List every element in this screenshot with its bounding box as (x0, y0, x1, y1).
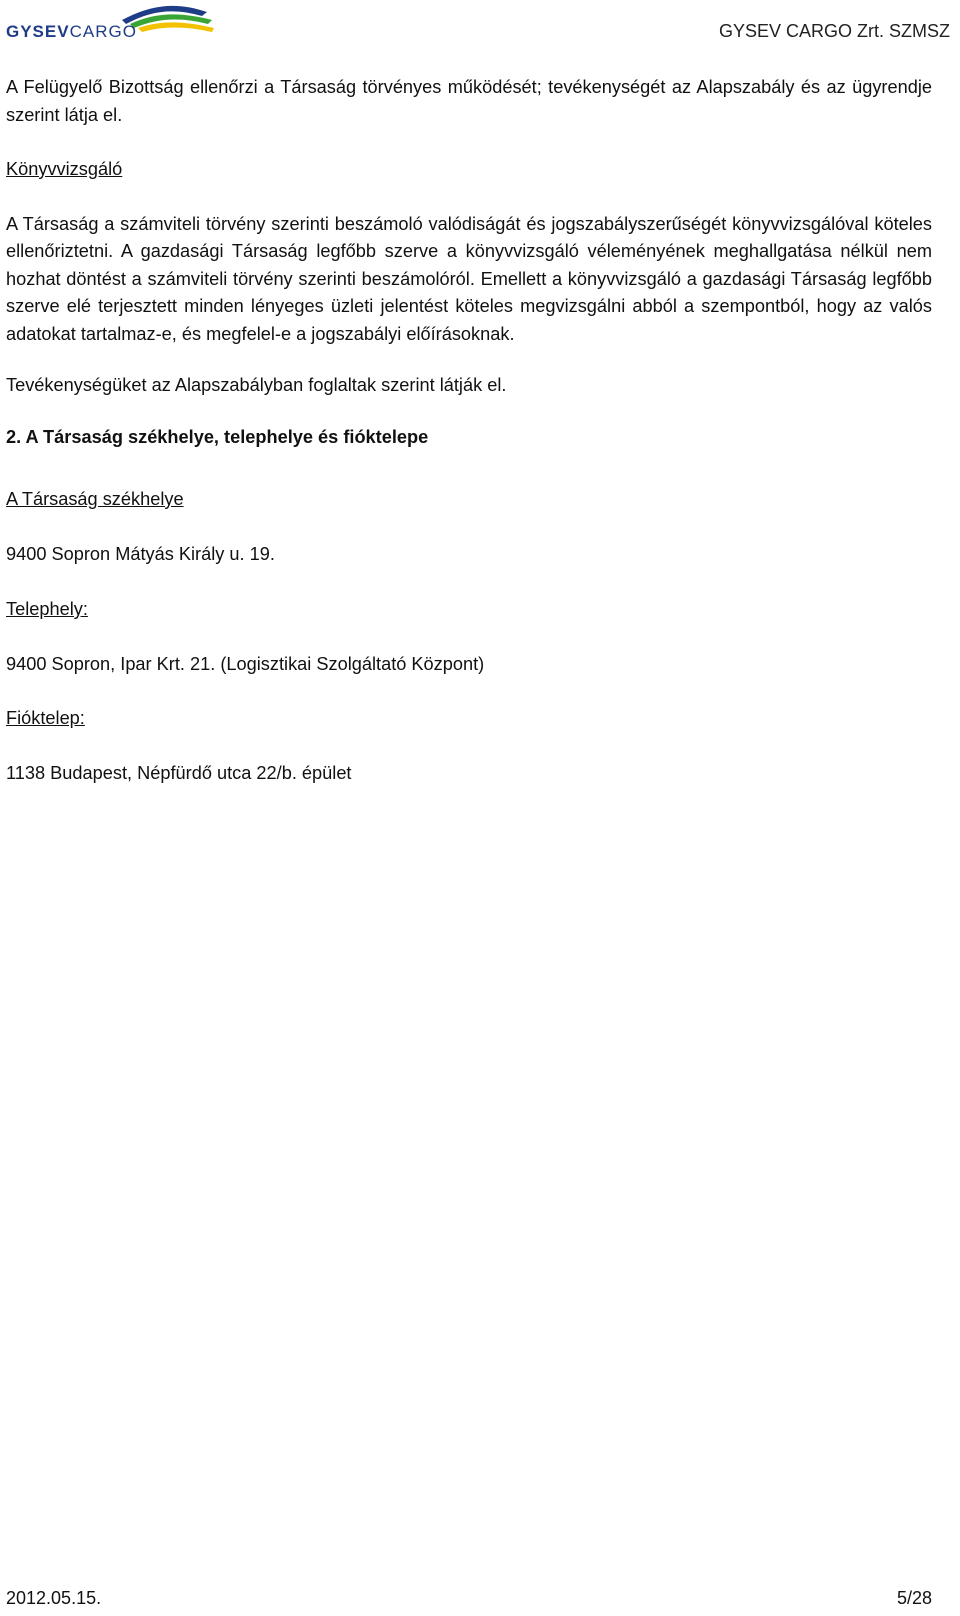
page-header (0, 0, 960, 50)
branch-heading: Fióktelep: (6, 708, 85, 728)
document-title: GYSEV CARGO Zrt. SZMSZ (718, 21, 950, 41)
auditor-paragraph: A Társaság a számviteli törvény szerinti beszámoló valódiságát és jogszabályszerűségét könyvvizsgálóval köteles ellenőriztetni. A gazdasági Társaság legfőbb szerve a könyvvizsgáló véleményének meghallgatása nélkül nem hozhat döntést a számviteli törvény szerinti beszámolóról. Emellett a könyvvizsgáló a gazdasági Társaság legfőbb szerve elé terjesztett minden lényeges üzleti jelentést köteles megvizsgálni abból a szempontból, hogy az valós adatokat tartalmaz-e, és megfelel-e a jogszabályi előírásoknak. (6, 213, 932, 344)
gysev-cargo-logo (2, 0, 220, 44)
site-address: 9400 Sopron, Ipar Krt. 21. (Logisztikai Szolgáltató Központ) (6, 653, 485, 674)
site-heading: Telephely: (6, 599, 88, 619)
activity-paragraph: Tevékenységüket az Alapszabályban foglaltak szerint látják el. (6, 375, 507, 395)
auditor-heading: Könyvvizsgáló (6, 159, 123, 179)
footer-date: 2012.05.15. (6, 1588, 102, 1608)
seat-heading: A Társaság székhelye (6, 489, 184, 509)
seat-address: 9400 Sopron Mátyás Király u. 19. (6, 543, 275, 564)
page-content (6, 74, 932, 787)
page-footer (6, 1588, 932, 1609)
branch-address: 1138 Budapest, Népfürdő utca 22/b. épület (6, 762, 352, 783)
supervisory-board-paragraph: A Felügyelő Bizottság ellenőrzi a Társaság törvényes működését; tevékenységét az Alapszabály és az ügyrendje szerint látja el. (6, 77, 932, 125)
page-number: 5/28 (896, 1588, 932, 1608)
section-2-heading: 2. A Társaság székhelye, telephelye és fióktelepe (6, 426, 429, 447)
logo-wordmark: GYSEVCARGO (6, 22, 137, 41)
